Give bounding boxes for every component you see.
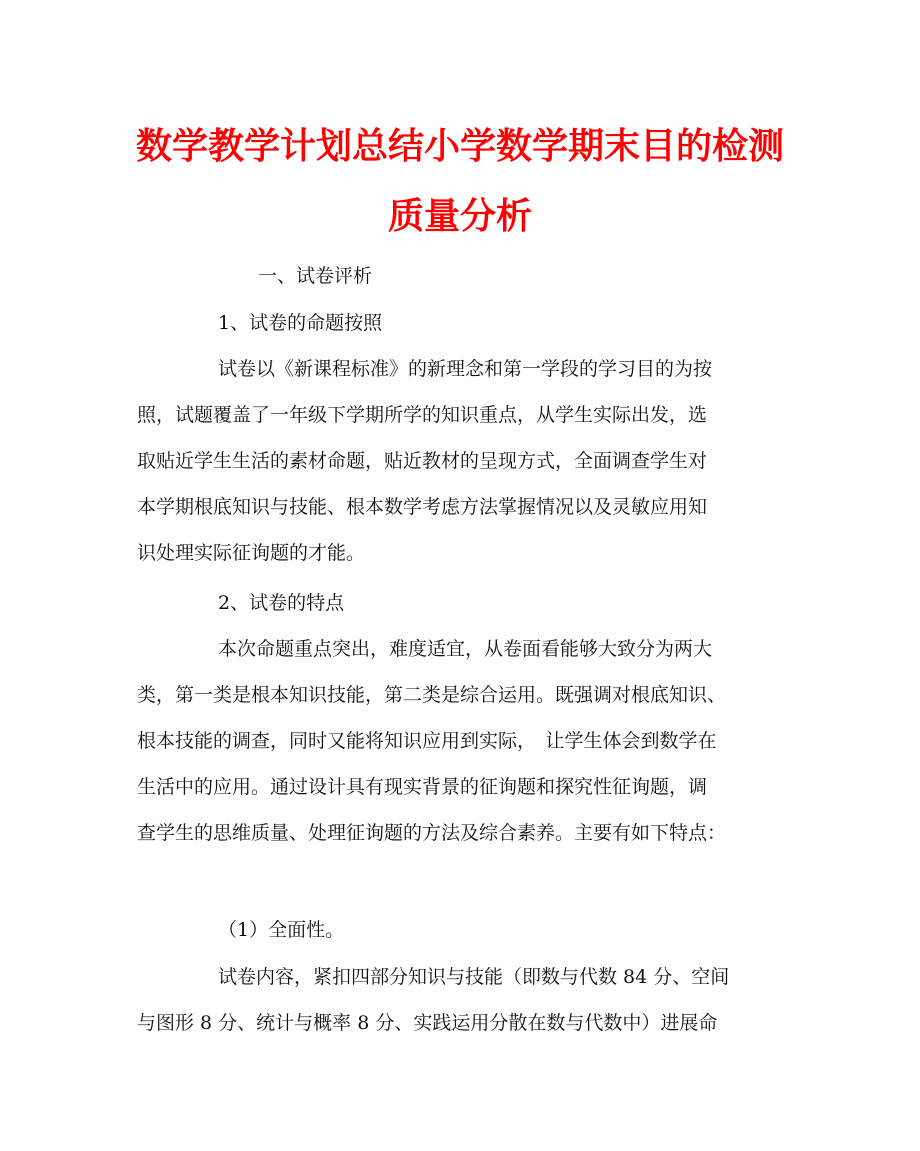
paragraph-line: 照，试题覆盖了一年级下学期所学的知识重点，从学生实际出发，选 [137,404,708,426]
paragraph-line: 本学期根底知识与技能、根本数学考虑方法掌握情况以及灵敏应用知 [137,496,708,518]
subheading-exam-basis: 1、试卷的命题按照 [218,312,383,334]
paragraph-line: 试卷以《新课程标准》的新理念和第一学段的学习目的为按 [218,358,713,380]
paragraph-line: 查学生的思维质量、处理征询题的方法及综合素养。主要有如下特点： [137,822,727,844]
document-title-line-2: 质量分析 [387,196,532,237]
paragraph-line: 识处理实际征询题的才能。 [137,542,366,564]
paragraph-line: 根本技能的调查，同时又能将知识应用到实际， 让学生体会到数学在 [137,730,717,752]
paragraph-line: 类，第一类是根本知识技能，第二类是综合运用。既强调对根底知识、 [137,684,727,706]
paragraph-line: 本次命题重点突出，难度适宜，从卷面看能够大致分为两大 [218,638,713,660]
paragraph-line: 取贴近学生生活的素材命题，贴近教材的呈现方式，全面调查学生对 [137,450,708,472]
section-heading-exam-analysis: 一、试卷评析 [258,265,373,287]
subheading-exam-features: 2、试卷的特点 [218,592,345,614]
document-title-line-1: 数学教学计划总结小学数学期末目的检测 [135,126,784,167]
point-heading-comprehensiveness: （1）全面性。 [218,919,345,941]
paragraph-line: 与图形 8 分、统计与概率 8 分、实践运用分散在数与代数中）进展命 [137,1012,718,1034]
paragraph-line: 试卷内容，紧扣四部分知识与技能（即数与代数 84 分、空间 [218,966,730,988]
paragraph-line: 生活中的应用。通过设计具有现实背景的征询题和探究性征询题，调 [137,776,708,798]
